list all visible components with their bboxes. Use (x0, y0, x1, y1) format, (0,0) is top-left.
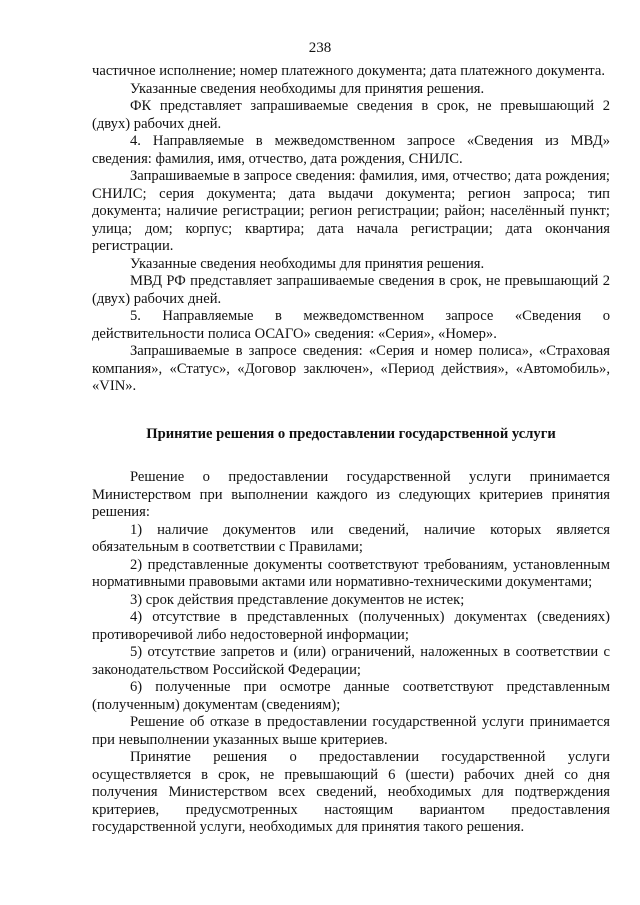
paragraph: Запрашиваемые в запросе сведения: фамилия, имя, отчество; дата рождения; СНИЛС; серия документа; дата выдачи документа; регион запроса; тип документа; наличие регистрации; регион регистрации; район; населённый пункт; улица; дом; корпус; квартира; дата начала регистрации; дата окончания регистрации. (92, 168, 610, 254)
criterion-item: 5) отсутствие запретов и (или) ограничений, наложенных в соответствии с законодательством Российской Федерации; (92, 644, 610, 678)
paragraph: Решение об отказе в предоставлении государственной услуги принимается при невыполнении указанных выше критериев. (92, 714, 610, 748)
criterion-item: 1) наличие документов или сведений, наличие которых является обязательным в соответствии с Правилами; (92, 521, 610, 555)
paragraph: 4. Направляемые в межведомственном запросе «Сведения из МВД» сведения: фамилия, имя, отчество, дата рождения, СНИЛС. (92, 133, 610, 167)
paragraph: Указанные сведения необходимы для принятия решения. (130, 80, 485, 97)
paragraph: Запрашиваемые в запросе сведения: «Серия и номер полиса», «Страховая компания», «Статус», «Договор заключен», «Период действия», «Автомобиль», «VIN». (92, 343, 610, 394)
section-heading: Принятие решения о предоставлении государственной услуги (146, 425, 556, 442)
paragraph: частичное исполнение; номер платежного документа; дата платежного документа. (92, 63, 605, 79)
paragraph: 5. Направляемые в межведомственном запросе «Сведения о действительности полиса ОСАГО» сведения: «Серия», «Номер». (92, 308, 610, 342)
paragraph: Указанные сведения необходимы для принятия решения. (130, 255, 485, 272)
page-number: 238 (308, 40, 332, 56)
criterion-item: 4) отсутствие в представленных (полученных) документах (сведениях) противоречивой либо недостоверной информации; (92, 609, 610, 643)
criterion-item: 2) представленные документы соответствуют требованиям, установленным нормативными правовыми актами или нормативно-техническими документами; (92, 556, 610, 590)
paragraph: ФК представляет запрашиваемые сведения в срок, не превышающий 2 (двух) рабочих дней. (92, 98, 610, 132)
paragraph: МВД РФ представляет запрашиваемые сведения в срок, не превышающий 2 (двух) рабочих дней. (92, 273, 610, 307)
criterion-item: 6) полученные при осмотре данные соответствуют представленным (полученным) документам (сведениям); (92, 679, 610, 713)
paragraph: Принятие решения о предоставлении государственной услуги осуществляется в срок, не превышающий 6 (шести) рабочих дней со дня получения Министерством всех сведений, необходимых для подтверждения критериев, предусмотренных настоящим вариантом предоставления государственной услуги, необходимых для принятия такого решения. (92, 749, 610, 835)
paragraph: Решение о предоставлении государственной услуги принимается Министерством при выполнении каждого из следующих критериев принятия решения: (92, 469, 610, 520)
document-body (92, 63, 610, 837)
criterion-item: 3) срок действия представление документов не истек; (130, 591, 465, 608)
